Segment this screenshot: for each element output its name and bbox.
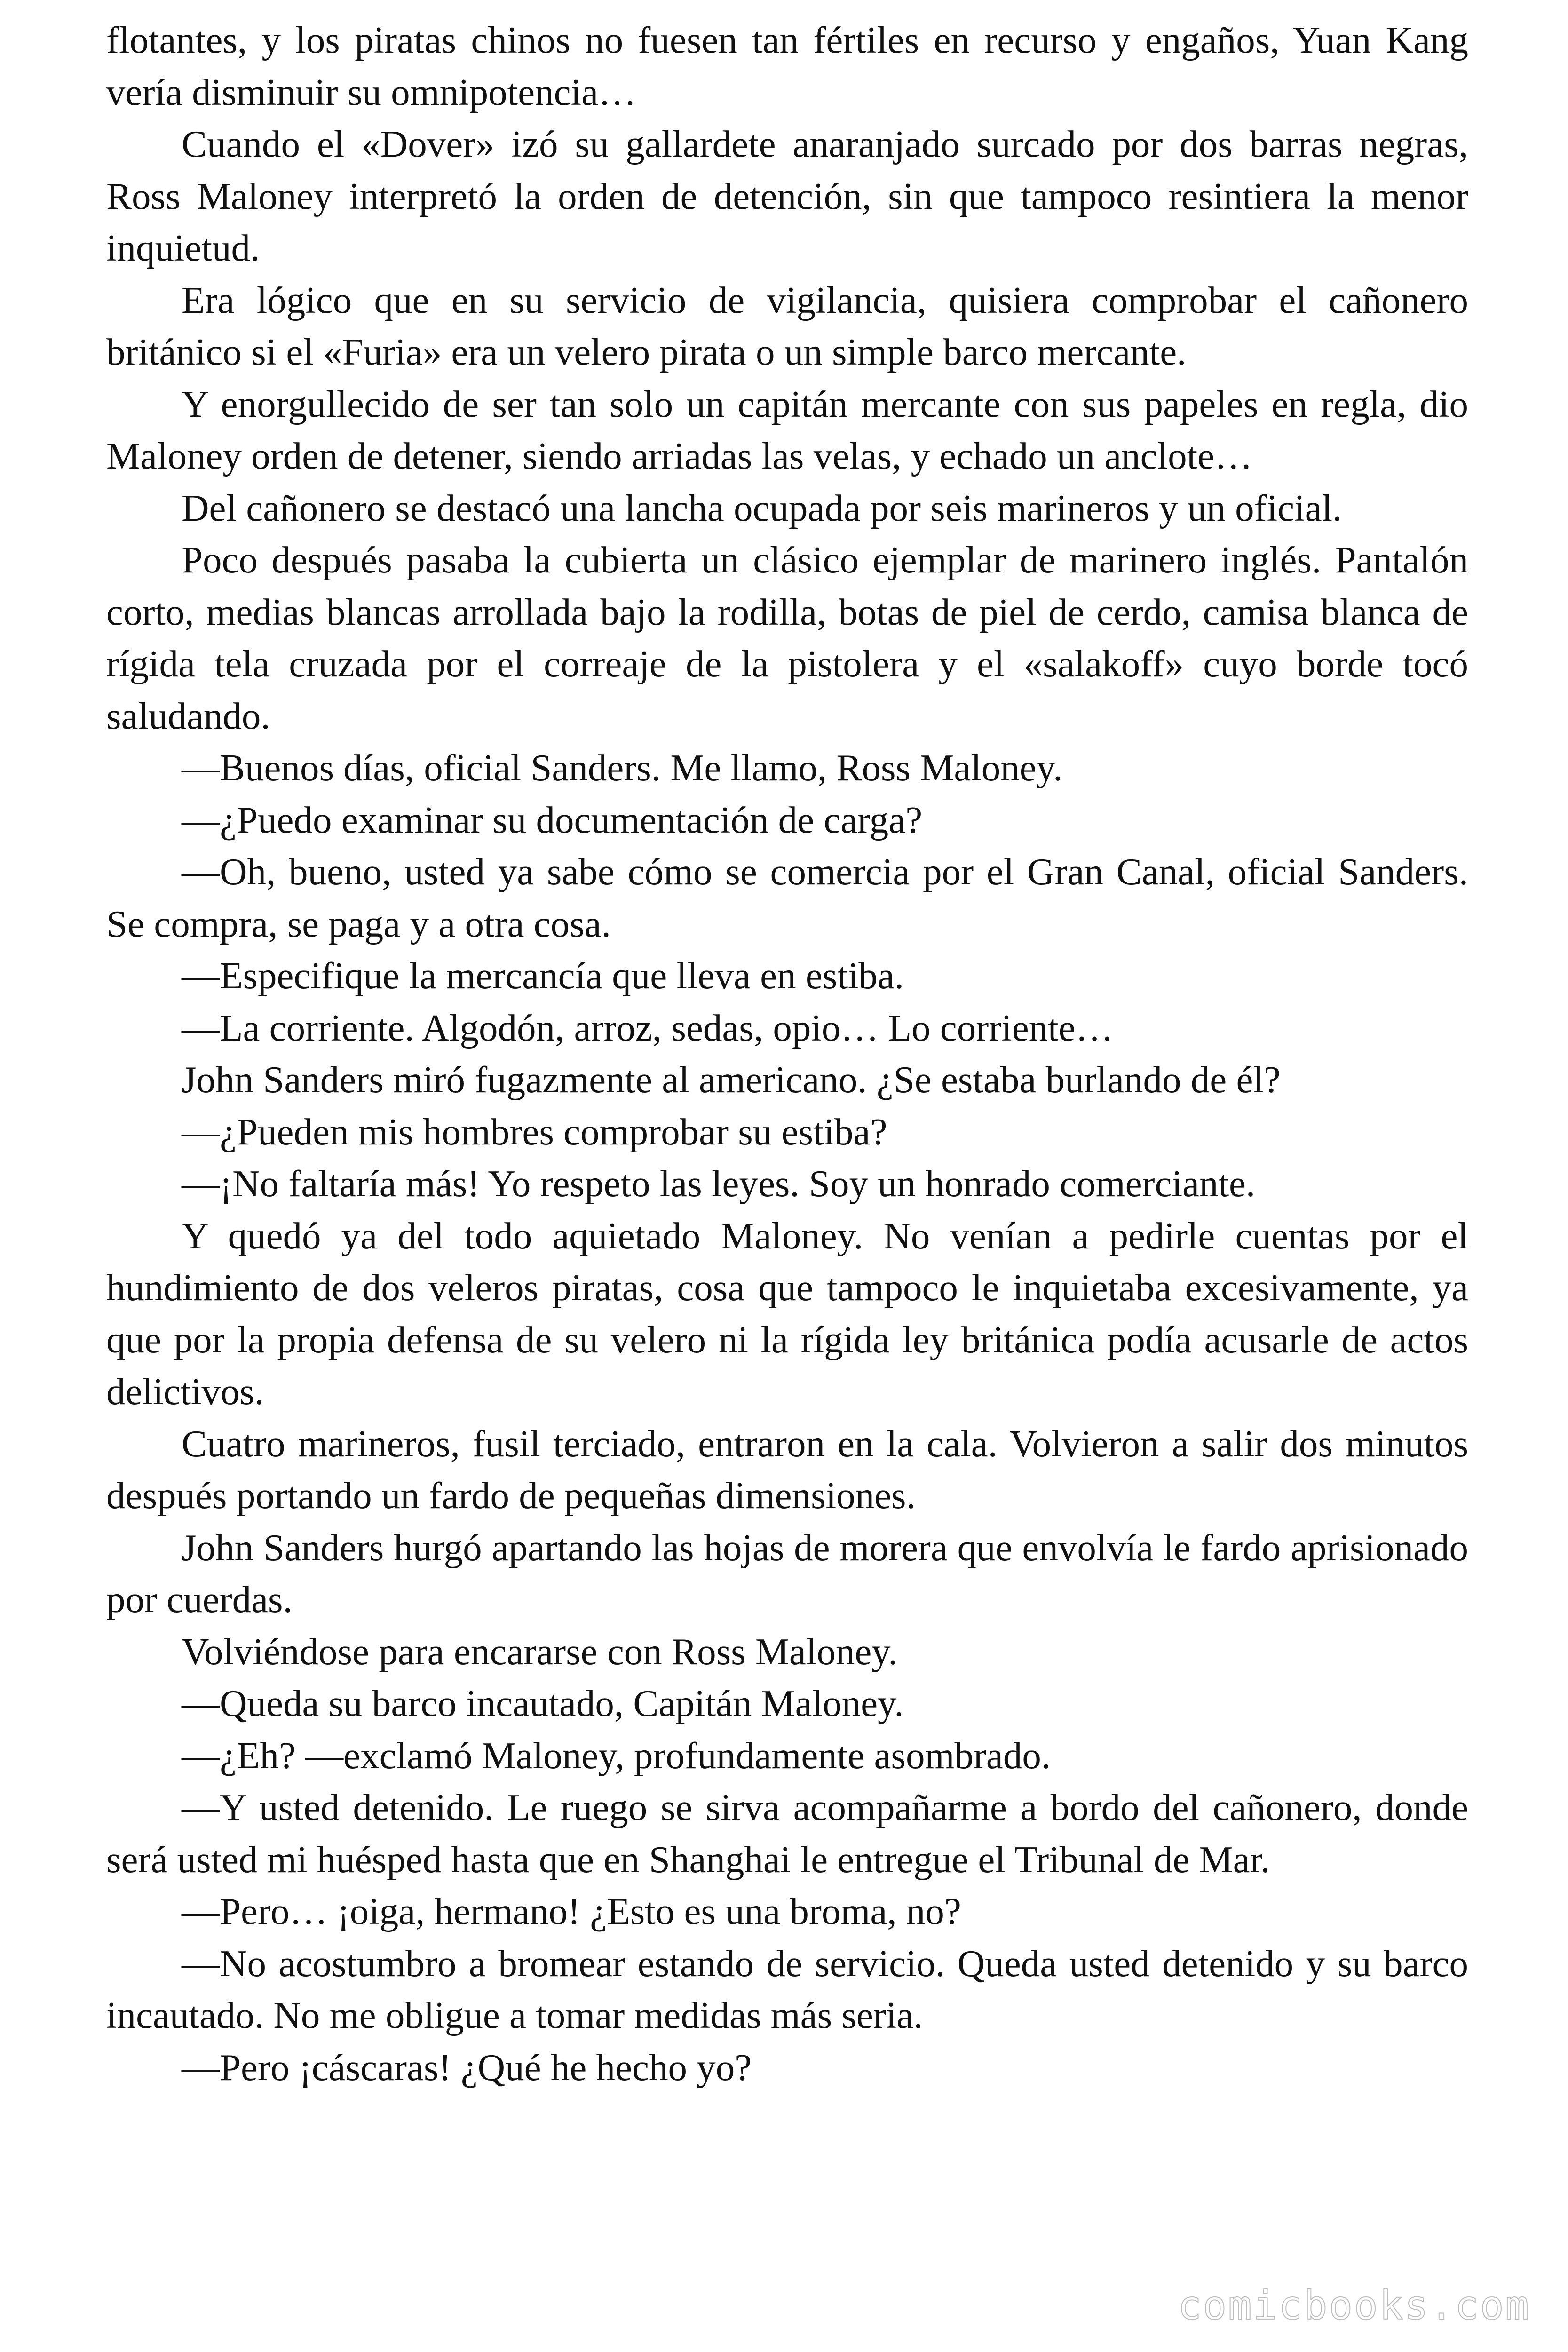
paragraph: Poco después pasaba la cubierta un clásico ejemplar de marinero inglés. Pantalón corto, medias blancas arrollada bajo la rodilla, botas de piel de cerdo, camisa blanca de rígida tela cruzada por el correaje de la pistolera y el «salakoff» cuyo borde tocó saludando. [106,539,1468,737]
dialogue-line: —¿Puedo examinar su documentación de carga? [182,798,923,841]
dialogue-line: —Pero… ¡oiga, hermano! ¿Esto es una broma, no? [182,1890,961,1932]
paragraph: Del cañonero se destacó una lancha ocupada por seis marineros y un oficial. [182,486,1342,529]
dialogue-line: —Pero ¡cáscaras! ¿Qué he hecho yo? [182,2046,752,2089]
paragraph: Cuatro marineros, fusil terciado, entraron en la cala. Volvieron a salir dos minutos después portando un fardo de pequeñas dimensiones. [106,1422,1468,1517]
dialogue-line: —¿Eh? —exclamó Maloney, profundamente asombrado. [182,1734,1051,1777]
dialogue-line: —No acostumbro a bromear estando de servicio. Queda usted detenido y su barco incautado. No me obligue a tomar medidas más seria. [106,1942,1468,2036]
dialogue-line: —La corriente. Algodón, arroz, sedas, opio… Lo corriente… [182,1006,1114,1049]
dialogue-line: —Especifique la mercancía que lleva en estiba. [182,954,904,997]
book-page-text [106,14,1468,2093]
paragraph: John Sanders miró fugazmente al americano. ¿Se estaba burlando de él? [182,1058,1281,1101]
paragraph: Y enorgullecido de ser tan solo un capitán mercante con sus papeles en regla, dio Maloney orden de detener, siendo arriadas las velas, y echado un anclote… [106,382,1468,477]
paragraph: Volviéndose para encararse con Ross Maloney. [182,1630,898,1673]
paragraph: flotantes, y los piratas chinos no fuesen tan fértiles en recurso y engaños, Yuan Kang vería disminuir su omnipotencia… [106,19,1468,113]
dialogue-line: —¿Pueden mis hombres comprobar su estiba? [182,1110,887,1153]
dialogue-line: —Oh, bueno, usted ya sabe cómo se comercia por el Gran Canal, oficial Sanders. Se compra, se paga y a otra cosa. [106,850,1468,945]
dialogue-line: —Buenos días, oficial Sanders. Me llamo, Ross Maloney. [182,747,1063,789]
dialogue-line: —Y usted detenido. Le ruego se sirva acompañarme a bordo del cañonero, donde será usted mi huésped hasta que en Shanghai le entregue el Tribunal de Mar. [106,1786,1468,1881]
dialogue-line: —Queda su barco incautado, Capitán Maloney. [182,1682,904,1724]
paragraph: John Sanders hurgó apartando las hojas de morera que envolvía le fardo aprisionado por cuerdas. [106,1526,1468,1621]
paragraph: Era lógico que en su servicio de vigilancia, quisiera comprobar el cañonero británico si el «Furia» era un velero pirata o un simple barco mercante. [106,278,1468,373]
watermark: comicbooks.com [1177,2282,1530,2328]
paragraph: Y quedó ya del todo aquietado Maloney. No venían a pedirle cuentas por el hundimiento de dos veleros piratas, cosa que tampoco le inquietaba excesivamente, ya que por la propia defensa de su velero ni la rígida ley británica podía acusarle de actos delictivos. [106,1214,1468,1413]
paragraph: Cuando el «Dover» izó su gallardete anaranjado surcado por dos barras negras, Ross Maloney interpretó la orden de detención, sin que tampoco resintiera la menor inquietud. [106,123,1468,269]
dialogue-line: —¡No faltaría más! Yo respeto las leyes. Soy un honrado comerciante. [182,1162,1256,1205]
